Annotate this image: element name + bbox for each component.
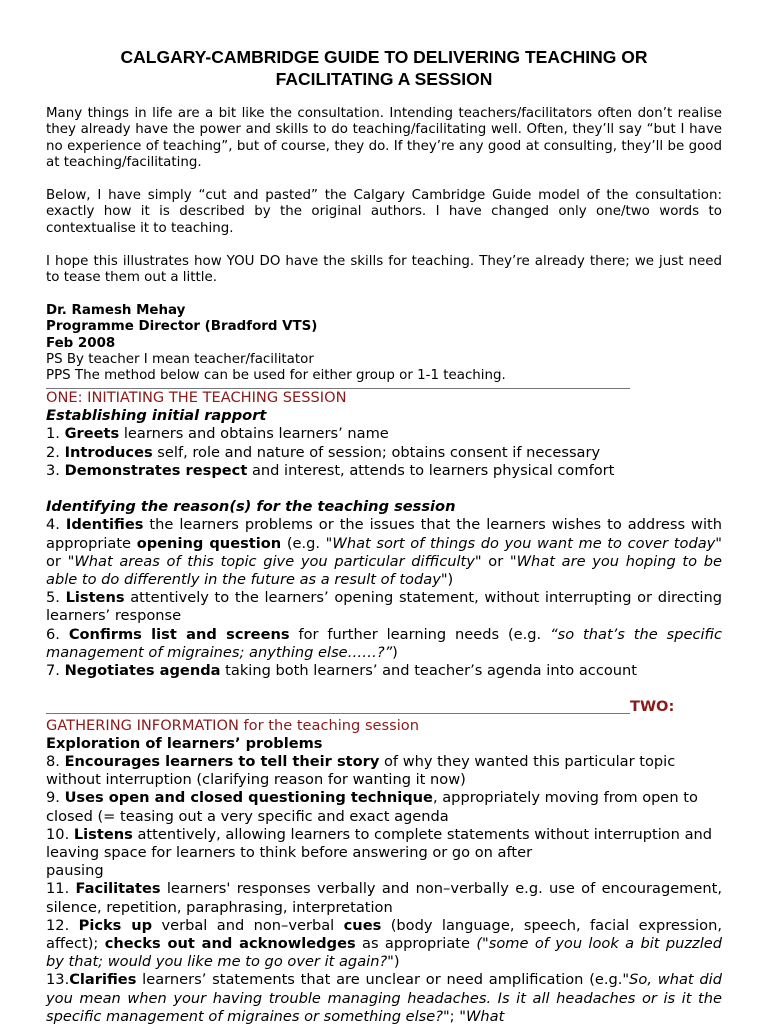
author-role: Programme Director (Bradford VTS) [46, 319, 318, 335]
list-item: 5. Listens attentively to the learners’ opening statement, without interrupting or directing learners’ response [46, 589, 722, 625]
intro-paragraph-2: Below, I have simply “cut and pasted” the Calgary Cambridge Guide model of the consultation: exactly how it is described by the original authors. I have changed only one/two words to contextualise it to teaching. [46, 188, 722, 236]
list-item: 4. Identifies the learners problems or the issues that the learners wishes to address with appropriate opening question (e.g. "What sort of things do you want me to cover today" or "What areas of this topic give you particular difficulty" or "What are you hoping to be able to do differently in the future as a result of today") [46, 516, 723, 589]
title-line-2: FACILITATING A SESSION [275, 69, 493, 89]
list-item: 13.Clarifies learners’ statements that are unclear or need amplification (e.g."So, what did you mean when your having trouble managing headaches. Is it all headaches or is it the specific management of migraines or something else?"; "What [46, 971, 722, 1024]
intro-paragraph-3: I hope this illustrates how YOU DO have the skills for teaching. They’re already there; we just need to tease them out a little. [46, 253, 722, 286]
list-item: 8. Encourages learners to tell their story of why they wanted this particular topic without interruption (clarifying reason for wanting it now) [46, 753, 676, 789]
spacer [46, 680, 722, 698]
list-item: 12. Picks up verbal and non–verbal cues (body language, speech, facial expression, affect); checks out and acknowledges as appropriate ("some of you look a bit puzzled by that; would you like me to go over it again?") [46, 916, 722, 971]
post-postscript: PPS The method below can be used for either group or 1-1 teaching. [46, 368, 506, 384]
intro-paragraph-1: Many things in life are a bit like the consultation. Intending teachers/facilitators often don’t realise they already have the power and skills to do teaching/facilitating well. Often, they’ll say “but I have no experience of teaching”, but of course, they do. If they’re any good at consulting, they’ll be good at teaching/facilitating. [46, 106, 722, 171]
author-date: Feb 2008 [46, 335, 116, 351]
section-two-label: TWO: [630, 698, 675, 716]
list-item: 9. Uses open and closed questioning technique, appropriately moving from open to closed (= teasing out a very specific and exact agenda [46, 789, 698, 825]
divider-line [46, 713, 630, 714]
list-item: 3. Demonstrates respect and interest, attends to learners physical comfort [46, 461, 615, 479]
list-item: 7. Negotiates agenda taking both learners’ and teacher’s agenda into account [46, 662, 637, 680]
list-item: 1. Greets learners and obtains learners’ name [46, 425, 389, 443]
signature-block [46, 303, 722, 385]
spacer [46, 480, 722, 498]
section-two-divider [46, 698, 722, 716]
subheading-exploration: Exploration of learners’ problems [46, 734, 323, 752]
author-name: Dr. Ramesh Mehay [46, 302, 186, 318]
document-title [60, 46, 708, 90]
postscript: PS By teacher I mean teacher/facilitator [46, 352, 314, 368]
list-item: 6. Confirms list and screens for further learning needs (e.g. “so that’s the specific management of migraines; anything else……?”) [46, 625, 722, 661]
title-line-1: CALGARY-CAMBRIDGE GUIDE TO DELIVERING TEACHING OR [120, 47, 648, 67]
section-two-heading: GATHERING INFORMATION for the teaching session [46, 716, 419, 734]
subheading-reason: Identifying the reason(s) for the teaching session [46, 498, 456, 516]
guide-body [46, 388, 722, 1024]
list-item: 10. Listens attentively, allowing learners to complete statements without interruption and leaving space for learners to think before answering or go on after pausing [46, 825, 713, 880]
list-item: 2. Introduces self, role and nature of session; obtains consent if necessary [46, 443, 601, 461]
section-one-heading: ONE: INITIATING THE TEACHING SESSION [46, 389, 347, 406]
list-item: 11. Facilitates learners' responses verbally and non–verbally e.g. use of encouragement, silence, repetition, paraphrasing, interpretation [46, 880, 722, 916]
intro-section [46, 106, 722, 385]
subheading-rapport: Establishing initial rapport [46, 407, 267, 425]
